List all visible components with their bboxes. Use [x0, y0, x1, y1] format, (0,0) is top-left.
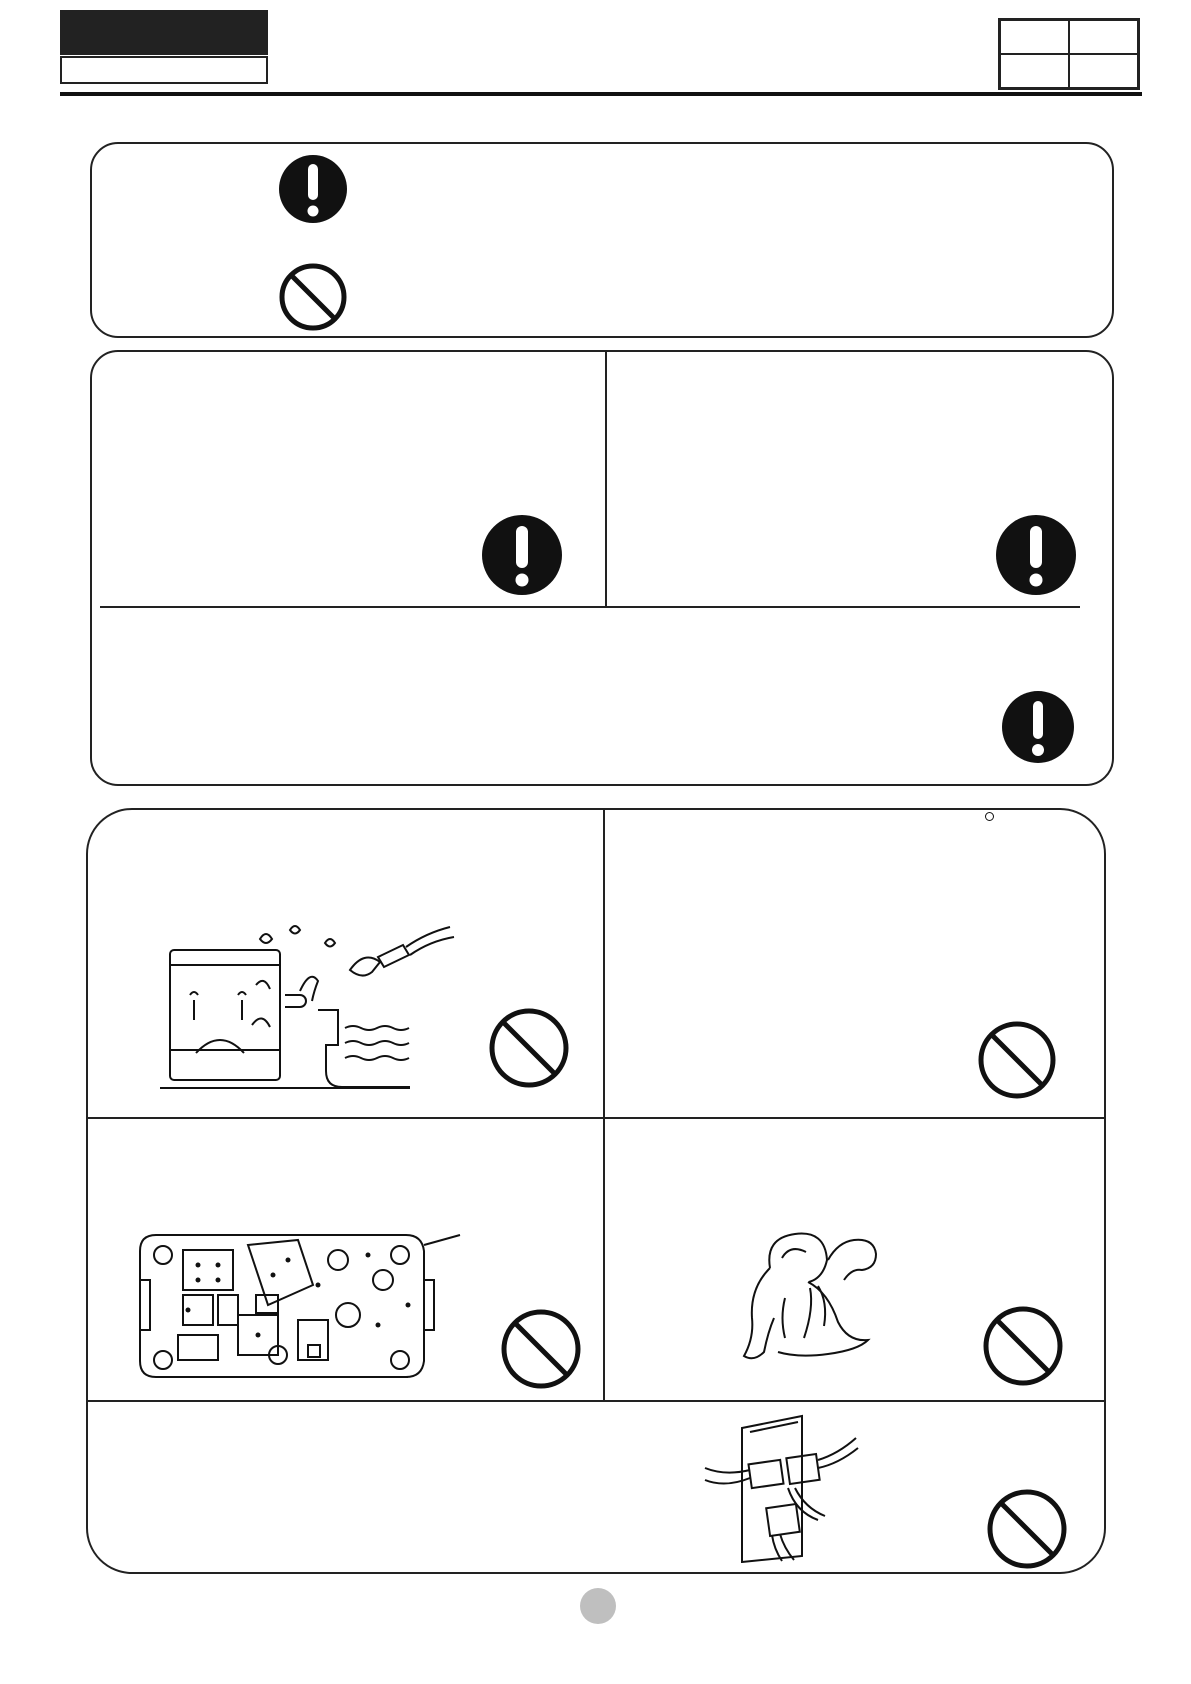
panel-divider-horizontal — [88, 1117, 1104, 1119]
control-board-illustration — [138, 1225, 463, 1385]
header-grid-cell — [1069, 54, 1138, 88]
hoodie-clothing-illustration — [740, 1228, 890, 1363]
exclamation-mandatory-icon — [994, 512, 1078, 598]
header-title-block — [60, 10, 268, 55]
water-splash-washer-illustration — [160, 925, 460, 1095]
prohibition-icon — [278, 262, 348, 332]
exclamation-mandatory-icon — [278, 152, 348, 226]
panel-divider-horizontal — [88, 1400, 1104, 1402]
header-grid-cell — [1069, 20, 1138, 54]
header-subtitle-block — [60, 56, 268, 84]
panel-divider-vertical — [605, 352, 607, 606]
prohibition-icon — [977, 1020, 1057, 1100]
overloaded-socket-illustration — [700, 1408, 870, 1563]
header-code-grid — [998, 18, 1140, 90]
panel-divider-horizontal — [100, 606, 1080, 608]
exclamation-mandatory-icon — [1000, 688, 1076, 766]
exclamation-mandatory-icon — [480, 512, 564, 598]
header-grid-cell — [1000, 54, 1069, 88]
mandatory-instructions-panel — [90, 350, 1114, 786]
page-number-badge — [580, 1588, 616, 1624]
prohibited-actions-panel — [86, 808, 1106, 1574]
panel-divider-vertical — [603, 810, 605, 1402]
prohibition-icon — [488, 1007, 570, 1089]
degree-mark — [985, 812, 994, 821]
prohibition-icon — [500, 1308, 582, 1390]
prohibition-icon — [982, 1305, 1064, 1387]
header-rule — [60, 92, 1142, 96]
symbol-legend-panel — [90, 142, 1114, 338]
header-grid-cell — [1000, 20, 1069, 54]
prohibition-icon — [986, 1488, 1068, 1570]
